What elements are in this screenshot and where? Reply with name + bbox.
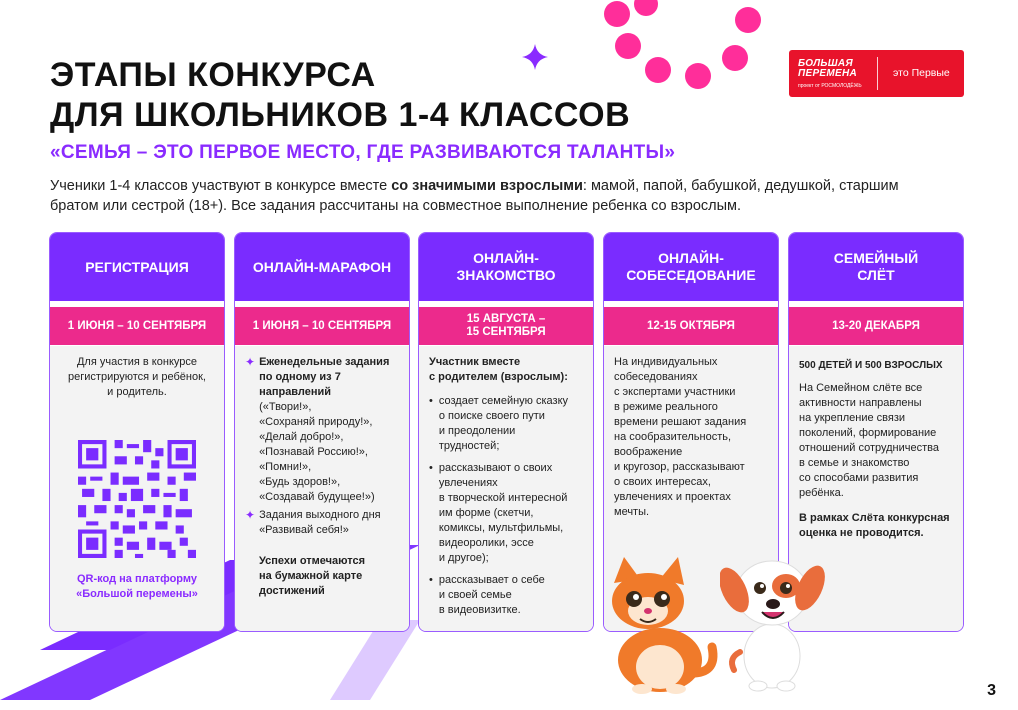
stage-header: СЕМЕЙНЫЙ СЛЁТ (789, 233, 963, 301)
stage-text: На Семейном слёте все активности направлены на укрепление связи поколений, формирование отношений сотрудничества в семье и знакомство со способами развития ребёнка. (799, 382, 939, 499)
stage-registration (49, 232, 225, 632)
logo-divider (877, 57, 878, 90)
stage-header: ОНЛАЙН-МАРАФОН (235, 233, 409, 301)
stage-header: ОНЛАЙН- ЗНАКОМСТВО (419, 233, 593, 301)
list-item: ✦ Задания выходного дня «Развивай себя!» (245, 508, 381, 536)
stage-text: Для участия в конкурсе регистрируются и ребёнок, и родитель. (68, 356, 206, 398)
stage-footer: Успехи отмечаются на бумажной карте достижений (259, 555, 366, 597)
stage-header: ОНЛАЙН- СОБЕСЕДОВАНИЕ (604, 233, 778, 301)
dog-mascot-icon (720, 548, 830, 693)
list-item: ✦ Еженедельные задания по одному из 7 направлений («Твори!», «Сохраняй природу!», «Делай добро!», «Познавай Россию!», «Помни!», «Будь здоров!», «Создавай будущее!») (245, 355, 390, 503)
subtitle: «СЕМЬЯ – ЭТО ПЕРВОЕ МЕСТО, ГДЕ РАЗВИВАЮТСЯ ТАЛАНТЫ» (50, 142, 676, 163)
stage-date: 1 ИЮНЯ – 10 СЕНТЯБРЯ (235, 307, 409, 345)
qr-caption: QR-код на платформу «Большой перемены» (76, 573, 198, 600)
qr-code-icon[interactable] (78, 440, 196, 558)
page-title: ЭТАПЫ КОНКУРСА ДЛЯ ШКОЛЬНИКОВ 1-4 КЛАССОВ (50, 56, 631, 134)
stage-date: 12-15 ОКТЯБРЯ (604, 307, 778, 345)
stage-online-marathon (234, 232, 410, 632)
stage-date: 1 ИЮНЯ – 10 СЕНТЯБРЯ (50, 307, 224, 345)
stage-lead: 500 ДЕТЕЙ И 500 ВЗРОСЛЫХ (799, 360, 943, 371)
stage-footer: В рамках Слёта конкурсная оценка не проводится. (799, 512, 950, 539)
page-number: 3 (987, 682, 996, 699)
list-item: • создает семейную сказку о поиске своего пути и преодолении трудностей; (429, 395, 569, 452)
sparkle-icon: ✦ (245, 508, 256, 522)
stage-text: На индивидуальных собеседованиях с экспертами участники в режиме реального времени решают задания на сообразительность, воображение и кругозор, рассказывают о своих интересах, увлечениях и проектах мечты. (614, 356, 747, 518)
stage-date: 15 АВГУСТА – 15 СЕНТЯБРЯ (419, 307, 593, 345)
stage-header: РЕГИСТРАЦИЯ (50, 233, 224, 301)
bolshaya-peremena-logo: БОЛЬШАЯ ПЕРЕМЕНА проект от РОСМОЛОДЁЖЬ это Первые (789, 50, 964, 97)
list-item: • рассказывают о своих увлечениях в творческой интересной им форме (скетчи, комиксы, мультфильмы, видеоролики, эссе и другое); (429, 462, 568, 564)
sparkle-icon: ✦ (245, 355, 256, 369)
stage-online-acquaintance (418, 232, 594, 632)
stage-date: 13-20 ДЕКАБРЯ (789, 307, 963, 345)
intro-text: Ученики 1-4 классов участвуют в конкурсе вместе со значимыми взрослыми: мамой, папой, бабушкой, дедушкой, старшим братом или сестрой (18+). Все задания рассчитаны на совместное выполнение ребенка со взрослым. (50, 178, 899, 214)
stage-lead: Участник вместе с родителем (взрослым): (429, 356, 568, 383)
list-item: • рассказывает о себе и своей семье в видеовизитке. (429, 574, 545, 616)
